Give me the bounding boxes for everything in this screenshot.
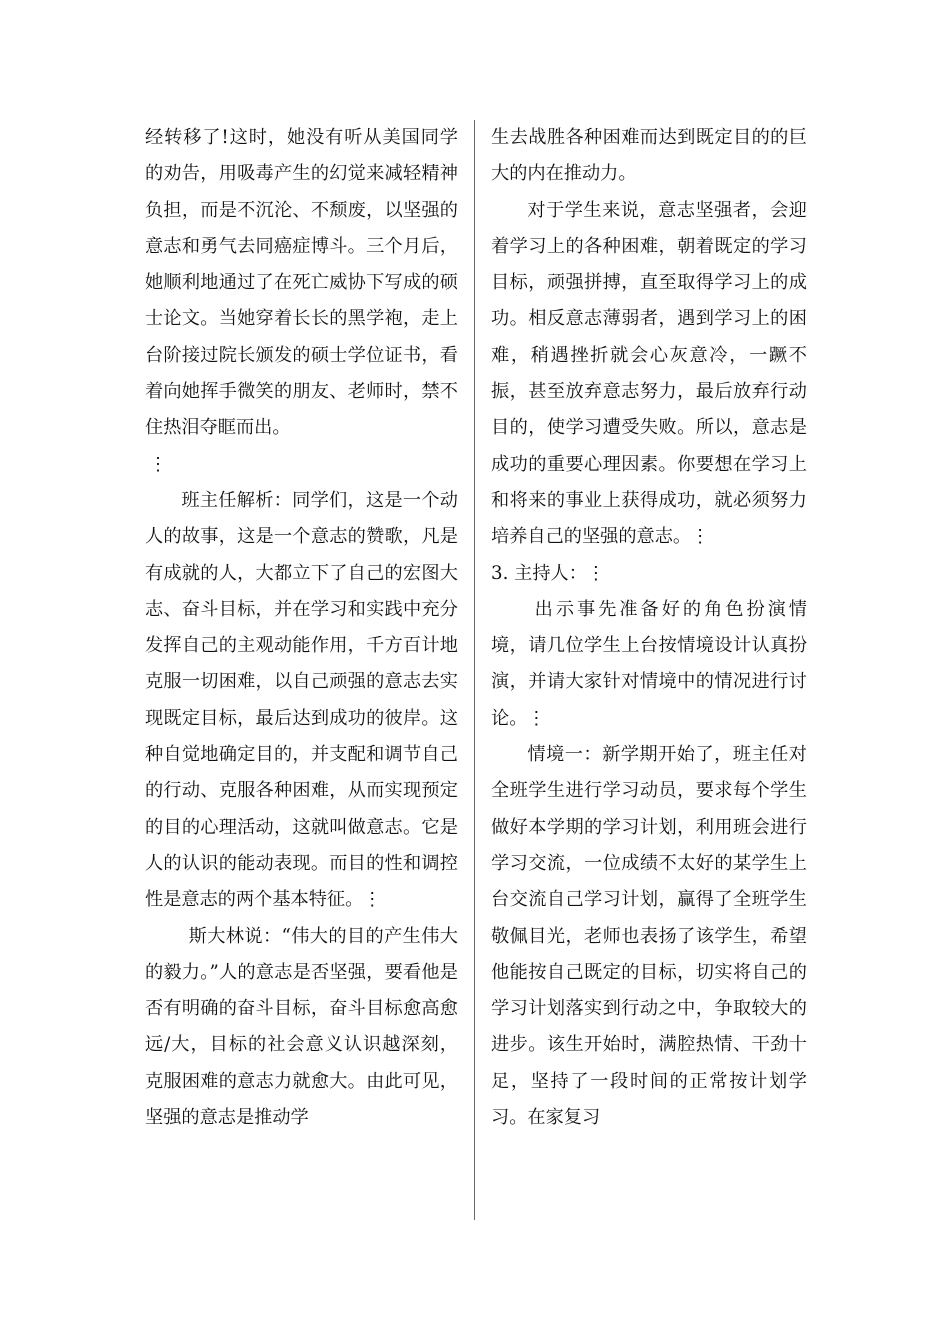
- column-divider: [474, 120, 475, 1220]
- right-column: [491, 120, 807, 1136]
- stalin-quote-paragraph: 斯大林说：“伟大的目的产生伟大的毅力。”人的意志是否坚强，要看他是否有明确的奋斗目标，奋斗目标愈高愈远/大，目标的社会意义认识越深刻，克服困难的意志力就愈大。由此可见，坚强的意志是推动学: [145, 925, 458, 1129]
- continued-paragraph: 生去战胜各种困难而达到既定目的的巨大的内在推动力。: [491, 127, 807, 185]
- teacher-analysis-paragraph: 班主任解析：同学们，这是一个动人的故事，这是一个意志的赞歌，凡是有成就的人，大都立下了自己的宏图大志、奋斗目标，并在学习和实践中充分发挥自己的主观动能作用，千方百计地克服一切困难，以自己顽强的意志去实现既定目标，最后达到成功的彼岸。这种自觉地确定目的，并支配和调节自己的行动、克服各种困难，从而实现预定的目的心理活动，这就叫做意志。它是人的认识的能动表现。而目的性和调控性是意志的两个基本特征。⋮: [145, 489, 458, 911]
- host-heading: 3. 主持人：⋮: [491, 562, 606, 584]
- student-willpower-paragraph: 对于学生来说，意志坚强者，会迎着学习上的各种困难，朝着既定的学习目标，顽强拼搏，直至取得学习上的成功。相反意志薄弱者，遇到学习上的困难，稍遇挫折就会心灰意冷，一蹶不振，甚至放弃意志努力，最后放弃行动目的，使学习遭受失败。所以，意志是成功的重要心理因素。你要想在学习上和将来的事业上获得成功，就必须努力培养自己的坚强的意志。⋮: [491, 199, 807, 548]
- story-paragraph: 经转移了!这时，她没有听从美国同学的劝告，用吸毒产生的幻觉来减轻精神负担，而是不沉沦、不颓废，以坚强的意志和勇气去同癌症博斗。三个月后，她顺利地通过了在死亡威协下写成的硕士论文。当她穿着长长的黑学袍，走上台阶接过院长颁发的硕士学位证书，看着向她挥手微笑的朋友、老师时，禁不住热泪夺眶而出。: [145, 127, 458, 439]
- scenario-one-paragraph: 情境一：新学期开始了，班主任对全班学生进行学习动员，要求每个学生做好本学期的学习计划，利用班会进行学习交流，一位成绩不太好的某学生上台交流自己学习计划，赢得了全班学生敬佩目光，老师也表扬了该学生，希望他能按自己既定的目标，切实将自己的学习计划落实到行动之中，争取较大的进步。该生开始时，满腔热情、干劲十足，坚持了一段时间的正常按计划学习。在家复习: [491, 744, 807, 1129]
- continuation-mark: ⋮: [149, 453, 168, 475]
- role-play-instruction-paragraph: 出示事先准备好的角色扮演情境，请几位学生上台按情境设计认真扮演，并请大家针对情境中的情况进行讨论。⋮: [491, 598, 807, 729]
- left-column: [145, 120, 458, 1136]
